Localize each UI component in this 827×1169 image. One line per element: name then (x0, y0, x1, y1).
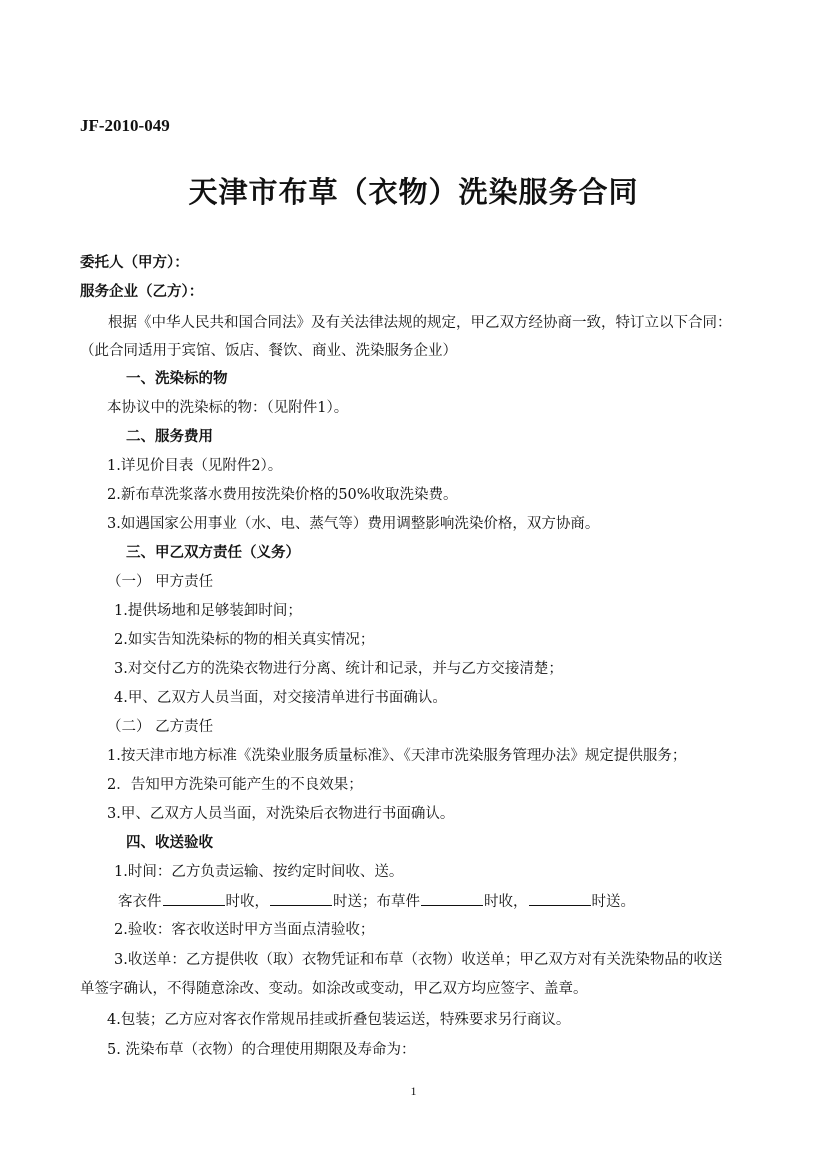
section4-heading: 四、收送验收 (126, 834, 213, 851)
linen-collect-time-field[interactable] (421, 891, 483, 906)
guest-collect-time-field[interactable] (163, 891, 225, 906)
collect-label: 时收， (225, 894, 269, 910)
preamble-line-1: 根据《中华人民共和国合同法》及有关法律法规的规定，甲乙双方经协商一致，特订立以下合同： (108, 315, 732, 331)
section4-time: 1.时间：乙方负责运输、按约定时间收、送。 (114, 864, 404, 880)
party-a-duty: 4.甲、乙双方人员当面，对交接清单进行书面确认。 (114, 690, 447, 706)
section3-heading: 三、甲乙双方责任（义务） (126, 544, 300, 561)
deliver-label: 时送； (333, 894, 377, 910)
section4-lifespan: 5. 洗染布草（衣物）的合理使用期限及寿命为： (107, 1042, 416, 1058)
linen-deliver-time-field[interactable] (529, 891, 591, 906)
collect-label: 时收， (484, 894, 528, 910)
party-b-duty: 1.按天津市地方标准《洗染业服务质量标准》、《天津市洗染服务管理办法》规定提供服务； (107, 748, 687, 764)
section2-item: 2.新布草洗浆落水费用按洗染价格的50%收取洗染费。 (107, 487, 458, 503)
party-b-duty: 2．告知甲方洗染可能产生的不良效果； (107, 777, 363, 793)
section4-receipt-line-2: 单签字确认，不得随意涂改、变动。如涂改或变动，甲乙双方均应签字、盖章。 (80, 981, 588, 997)
party-b-duty: 3.甲、乙双方人员当面，对洗染后衣物进行书面确认。 (107, 806, 455, 822)
party-a-duty: 1.提供场地和足够装卸时间； (114, 603, 302, 619)
section3-sub-b: （二） 乙方责任 (107, 719, 214, 735)
section2-item: 3.如遇国家公用事业（水、电、蒸气等）费用调整影响洗染价格，双方协商。 (107, 516, 600, 532)
section4-inspection: 2.验收：客衣收送时甲方当面点清验收； (114, 922, 375, 938)
section2-item: 1.详见价目表（见附件2）。 (107, 458, 283, 474)
document-number: JF-2010-049 (80, 116, 170, 135)
section1-heading: 一、洗染标的物 (126, 370, 228, 387)
party-a-duty: 3.对交付乙方的洗染衣物进行分离、统计和记录，并与乙方交接清楚； (114, 661, 563, 677)
party-a-duty: 2.如实告知洗染标的物的相关真实情况； (114, 632, 375, 648)
deliver-end-label: 时送。 (591, 894, 635, 910)
guest-clothes-label: 客衣件 (118, 894, 162, 910)
section4-receipt-line-1: 3.收送单：乙方提供收（取）衣物凭证和布草（衣物）收送单；甲乙双方对有关洗染物品的收送 (114, 952, 723, 968)
party-b-label: 服务企业（乙方）： (80, 283, 204, 300)
page-number: 1 (410, 1084, 417, 1098)
section3-sub-a: （一） 甲方责任 (107, 574, 214, 590)
linen-label: 布草件 (376, 894, 420, 910)
guest-deliver-time-field[interactable] (270, 891, 332, 906)
section4-packing: 4.包装；乙方应对客衣作常规吊挂或折叠包装运送，特殊要求另行商议。 (107, 1012, 571, 1028)
contract-title: 天津市布草（衣物）洗染服务合同 (188, 175, 639, 209)
section2-heading: 二、服务费用 (126, 428, 213, 445)
preamble-line-2: （此合同适用于宾馆、饭店、餐饮、商业、洗染服务企业） (80, 343, 457, 359)
section1-text: 本协议中的洗染标的物：（见附件1）。 (107, 400, 349, 416)
section4-schedule (118, 891, 635, 912)
party-a-label: 委托人（甲方）： (80, 254, 189, 271)
